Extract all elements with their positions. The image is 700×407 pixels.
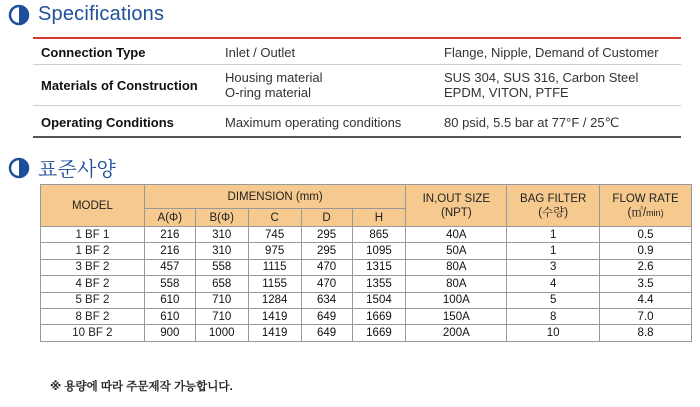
table-cell: 610: [144, 292, 195, 308]
spec-value: Flange, Nipple, Demand of Customer: [444, 45, 659, 60]
table-cell: 634: [301, 292, 352, 308]
header-line: (수량): [538, 206, 569, 219]
table-cell: 1419: [248, 325, 301, 341]
header-line: BAG FILTER: [520, 192, 587, 205]
model-cell: 1 BF 2: [41, 243, 145, 259]
spec-item: Inlet / Outlet: [225, 45, 296, 60]
standard-spec-heading: [8, 153, 116, 182]
spec-label: Materials of Construction: [41, 78, 198, 93]
table-cell: 1: [507, 243, 600, 259]
table-cell: 649: [301, 308, 352, 324]
header-line: FLOW RATE: [612, 192, 679, 205]
table-row: [41, 276, 692, 292]
model-cell: 5 BF 2: [41, 292, 145, 308]
table-cell: 1315: [352, 259, 406, 275]
spec-row-materials: [33, 65, 681, 106]
header-flow-rate: [600, 185, 692, 227]
table-cell: 7.0: [600, 308, 692, 324]
specifications-heading: [8, 3, 164, 26]
table-cell: 5: [507, 292, 600, 308]
model-cell: 1 BF 1: [41, 227, 145, 243]
header-in-out-size: [406, 185, 507, 227]
table-row: [41, 227, 692, 243]
custom-order-note: ※ 용량에 따라 주문제작 가능합니다.: [50, 381, 233, 393]
table-cell: 1355: [352, 276, 406, 292]
spec-value-line: SUS 304, SUS 316, Carbon Steel: [444, 70, 639, 85]
table-cell: 50A: [406, 243, 507, 259]
table-row: [41, 292, 692, 308]
table-cell: 0.9: [600, 243, 692, 259]
table-cell: 4.4: [600, 292, 692, 308]
spec-row-connection-type: [33, 39, 681, 65]
table-cell: 1115: [248, 259, 301, 275]
table-cell: 1095: [352, 243, 406, 259]
header-line: (NPT): [441, 206, 472, 219]
model-cell: 4 BF 2: [41, 276, 145, 292]
table-cell: 310: [195, 243, 248, 259]
table-cell: 4: [507, 276, 600, 292]
table-cell: 40A: [406, 227, 507, 243]
spec-item-line: O-ring material: [225, 85, 311, 100]
header-unit: min): [646, 207, 664, 218]
spec-value-line: EPDM, VITON, PTFE: [444, 85, 569, 100]
table-cell: 610: [144, 308, 195, 324]
dimension-table-body: [41, 227, 692, 342]
dimension-table: [40, 184, 692, 342]
specifications-table: [33, 37, 681, 138]
table-cell: 1284: [248, 292, 301, 308]
header-dim-b: B(Φ): [195, 209, 248, 227]
table-cell: 2.6: [600, 259, 692, 275]
table-cell: 3: [507, 259, 600, 275]
table-cell: 658: [195, 276, 248, 292]
spec-value: 80 psid, 5.5 bar at 77°F / 25℃: [444, 115, 620, 130]
half-circle-bullet-icon: [8, 157, 30, 179]
table-cell: 100A: [406, 292, 507, 308]
header-dim-c: C: [248, 209, 301, 227]
table-cell: 558: [144, 276, 195, 292]
spec-item: Maximum operating conditions: [225, 115, 402, 130]
table-cell: 216: [144, 243, 195, 259]
table-cell: 10: [507, 325, 600, 341]
table-row: [41, 243, 692, 259]
table-cell: 200A: [406, 325, 507, 341]
table-cell: 310: [195, 227, 248, 243]
table-cell: 975: [248, 243, 301, 259]
table-cell: 0.5: [600, 227, 692, 243]
model-cell: 10 BF 2: [41, 325, 145, 341]
table-cell: 8.8: [600, 325, 692, 341]
table-cell: 710: [195, 292, 248, 308]
table-cell: 1669: [352, 325, 406, 341]
table-cell: 150A: [406, 308, 507, 324]
table-cell: 1: [507, 227, 600, 243]
table-cell: 865: [352, 227, 406, 243]
header-dim-a: A(Φ): [144, 209, 195, 227]
table-cell: 649: [301, 325, 352, 341]
table-cell: 457: [144, 259, 195, 275]
table-cell: 1669: [352, 308, 406, 324]
table-cell: 80A: [406, 259, 507, 275]
table-cell: 295: [301, 227, 352, 243]
specifications-title: Specifications: [38, 3, 165, 25]
table-cell: 558: [195, 259, 248, 275]
table-cell: 8: [507, 308, 600, 324]
model-cell: 3 BF 2: [41, 259, 145, 275]
header-dimension: DIMENSION (mm): [144, 185, 406, 209]
table-cell: 470: [301, 259, 352, 275]
table-cell: 1155: [248, 276, 301, 292]
table-cell: 3.5: [600, 276, 692, 292]
header-dim-h: H: [352, 209, 406, 227]
half-circle-bullet-icon: [8, 4, 30, 26]
header-dim-d: D: [301, 209, 352, 227]
header-line: (㎥/: [627, 206, 647, 219]
table-cell: 1419: [248, 308, 301, 324]
spec-item: [225, 70, 323, 100]
table-cell: 710: [195, 308, 248, 324]
spec-label: Operating Conditions: [41, 115, 174, 130]
spec-row-operating-conditions: [33, 106, 681, 138]
table-cell: 216: [144, 227, 195, 243]
table-row: [41, 259, 692, 275]
model-cell: 8 BF 2: [41, 308, 145, 324]
table-cell: 1504: [352, 292, 406, 308]
standard-spec-title: 표준사양: [38, 159, 117, 181]
spec-label: Connection Type: [41, 45, 146, 60]
spec-value: [444, 70, 638, 100]
table-cell: 745: [248, 227, 301, 243]
table-cell: 80A: [406, 276, 507, 292]
table-cell: 900: [144, 325, 195, 341]
header-bag-filter: [507, 185, 600, 227]
table-cell: 1000: [195, 325, 248, 341]
header-model: MODEL: [41, 185, 145, 227]
table-cell: 470: [301, 276, 352, 292]
table-row: [41, 325, 692, 341]
header-line: IN,OUT SIZE: [422, 192, 491, 205]
table-row: [41, 308, 692, 324]
table-cell: 295: [301, 243, 352, 259]
spec-item-line: Housing material: [225, 70, 323, 85]
